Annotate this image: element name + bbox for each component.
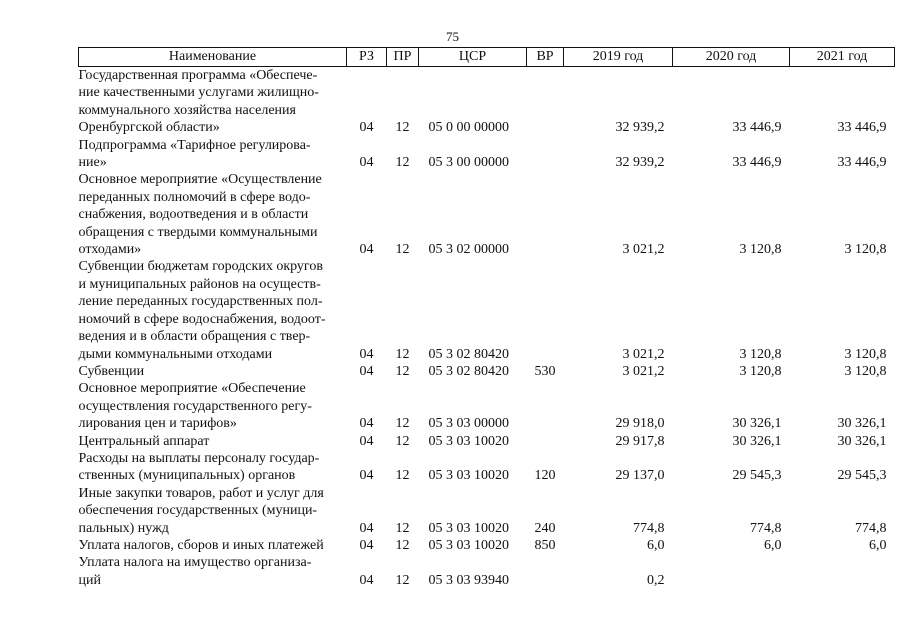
row-name: Иные закупки товаров, работ и услуг для обеспечения государственных (муници- пальных) нужд	[78, 485, 324, 536]
row-name: Центральный аппарат	[78, 433, 210, 449]
row-csr: 05 3 03 10020	[428, 468, 509, 484]
row-pr: 12	[395, 433, 410, 449]
row-2021: 33 446,9	[837, 155, 887, 171]
row-name: Субвенции бюджетам городских округов и муниципальных районов на осуществ- ление переданных государственных пол- номочий в сфере водоснабжения, водоот- ведения и в области обращения с твер- дыми коммунальными отходами	[78, 259, 326, 362]
row-2020: 3 120,8	[739, 363, 782, 379]
header-vr: ВР	[527, 48, 564, 67]
table-row	[79, 363, 895, 380]
row-2020: 3 120,8	[739, 242, 782, 258]
row-2021: 30 326,1	[837, 416, 887, 432]
table-row	[79, 485, 895, 537]
table-row	[79, 137, 895, 172]
row-rz: 04	[359, 155, 374, 171]
row-pr: 12	[395, 363, 410, 379]
header-2020: 2020 год	[673, 48, 790, 67]
budget-table	[78, 47, 895, 589]
row-rz: 04	[359, 346, 374, 362]
row-vr	[527, 554, 564, 589]
row-2021: 30 326,1	[837, 433, 887, 449]
row-pr: 12	[395, 346, 410, 362]
row-csr: 05 0 00 00000	[428, 120, 509, 136]
table-body	[79, 67, 895, 590]
row-name: Расходы на выплаты персоналу государ- ственных (муниципальных) органов	[78, 450, 320, 484]
row-csr: 05 3 03 10020	[428, 520, 509, 536]
header-2019: 2019 год	[564, 48, 673, 67]
row-2020: 3 120,8	[739, 346, 782, 362]
row-pr: 12	[395, 520, 410, 536]
row-vr	[527, 67, 564, 137]
row-csr: 05 3 00 00000	[428, 155, 509, 171]
row-pr: 12	[395, 468, 410, 484]
row-vr	[527, 433, 564, 450]
row-name: Основное мероприятие «Обеспечение осуществления государственного регу- лирования цен и тарифов»	[78, 381, 312, 432]
header-rz: РЗ	[347, 48, 387, 67]
row-csr: 05 3 03 10020	[428, 537, 509, 553]
header-name: Наименование	[79, 48, 347, 67]
row-2019: 3 021,2	[622, 242, 665, 258]
row-rz: 04	[359, 520, 374, 536]
row-rz: 04	[359, 416, 374, 432]
table-row	[79, 380, 895, 432]
row-pr: 12	[395, 416, 410, 432]
table-row	[79, 450, 895, 485]
row-2021: 29 545,3	[837, 468, 887, 484]
row-2019: 29 137,0	[615, 468, 665, 484]
row-2021: 3 120,8	[844, 363, 887, 379]
row-pr: 12	[395, 120, 410, 136]
row-pr: 12	[395, 537, 410, 553]
header-2021: 2021 год	[790, 48, 895, 67]
row-2019: 32 939,2	[615, 155, 665, 171]
table-row	[79, 67, 895, 137]
row-2021: 3 120,8	[844, 346, 887, 362]
row-vr	[527, 380, 564, 432]
row-name: Уплата налогов, сборов и иных платежей	[78, 537, 324, 553]
table-row	[79, 258, 895, 362]
row-2019: 774,8	[633, 520, 665, 536]
header-pr: ПР	[387, 48, 419, 67]
row-2019: 29 918,0	[615, 416, 665, 432]
table-header-row	[79, 48, 895, 67]
row-name: Уплата налога на имущество организа- ций	[78, 555, 312, 588]
row-pr: 12	[395, 242, 410, 258]
header-csr: ЦСР	[419, 48, 527, 67]
row-2020: 6,0	[764, 537, 782, 553]
row-2019: 6,0	[647, 537, 665, 553]
row-2021: 3 120,8	[844, 242, 887, 258]
row-2019: 0,2	[647, 572, 665, 588]
row-csr: 05 3 02 80420	[428, 346, 509, 362]
row-rz: 04	[359, 572, 374, 588]
page-number: 75	[446, 29, 459, 44]
row-name: Субвенции	[78, 363, 145, 379]
table-row	[79, 433, 895, 450]
row-2019: 29 917,8	[615, 433, 665, 449]
row-vr	[527, 258, 564, 362]
row-vr: 530	[534, 363, 556, 379]
row-rz: 04	[359, 537, 374, 553]
row-2019: 3 021,2	[622, 363, 665, 379]
table-row	[79, 554, 895, 589]
row-pr: 12	[395, 155, 410, 171]
row-vr	[527, 171, 564, 258]
row-2020: 30 326,1	[732, 433, 782, 449]
table-row	[79, 171, 895, 258]
row-2020	[673, 554, 790, 589]
row-2020: 774,8	[750, 520, 782, 536]
row-vr: 240	[534, 520, 556, 536]
row-vr: 120	[534, 468, 556, 484]
row-csr: 05 3 02 80420	[428, 363, 509, 379]
row-2019: 3 021,2	[622, 346, 665, 362]
row-rz: 04	[359, 242, 374, 258]
row-2020: 33 446,9	[732, 155, 782, 171]
row-csr: 05 3 03 00000	[428, 416, 509, 432]
row-name: Государственная программа «Обеспече- ние качественными услугами жилищно- коммунального хозяйства населения Оренбургской области»	[78, 68, 319, 136]
row-2021: 33 446,9	[837, 120, 887, 136]
row-2020: 29 545,3	[732, 468, 782, 484]
row-name: Основное мероприятие «Осуществление переданных полномочий в сфере водо- снабжения, водоотведения и в области обращения с твердыми коммунальными отходами»	[78, 172, 322, 258]
row-csr: 05 3 03 93940	[428, 572, 509, 588]
row-csr: 05 3 02 00000	[428, 242, 509, 258]
row-rz: 04	[359, 120, 374, 136]
row-pr: 12	[395, 572, 410, 588]
row-rz: 04	[359, 468, 374, 484]
row-csr: 05 3 03 10020	[428, 433, 509, 449]
row-name: Подпрограмма «Тарифное регулирова- ние»	[78, 137, 311, 171]
row-2020: 30 326,1	[732, 416, 782, 432]
row-vr: 850	[534, 537, 556, 553]
row-rz: 04	[359, 433, 374, 449]
row-vr	[527, 137, 564, 172]
row-rz: 04	[359, 363, 374, 379]
row-2021	[790, 554, 895, 589]
table-row	[79, 537, 895, 554]
row-2021: 6,0	[869, 537, 887, 553]
row-2021: 774,8	[855, 520, 887, 536]
row-2020: 33 446,9	[732, 120, 782, 136]
row-2019: 32 939,2	[615, 120, 665, 136]
